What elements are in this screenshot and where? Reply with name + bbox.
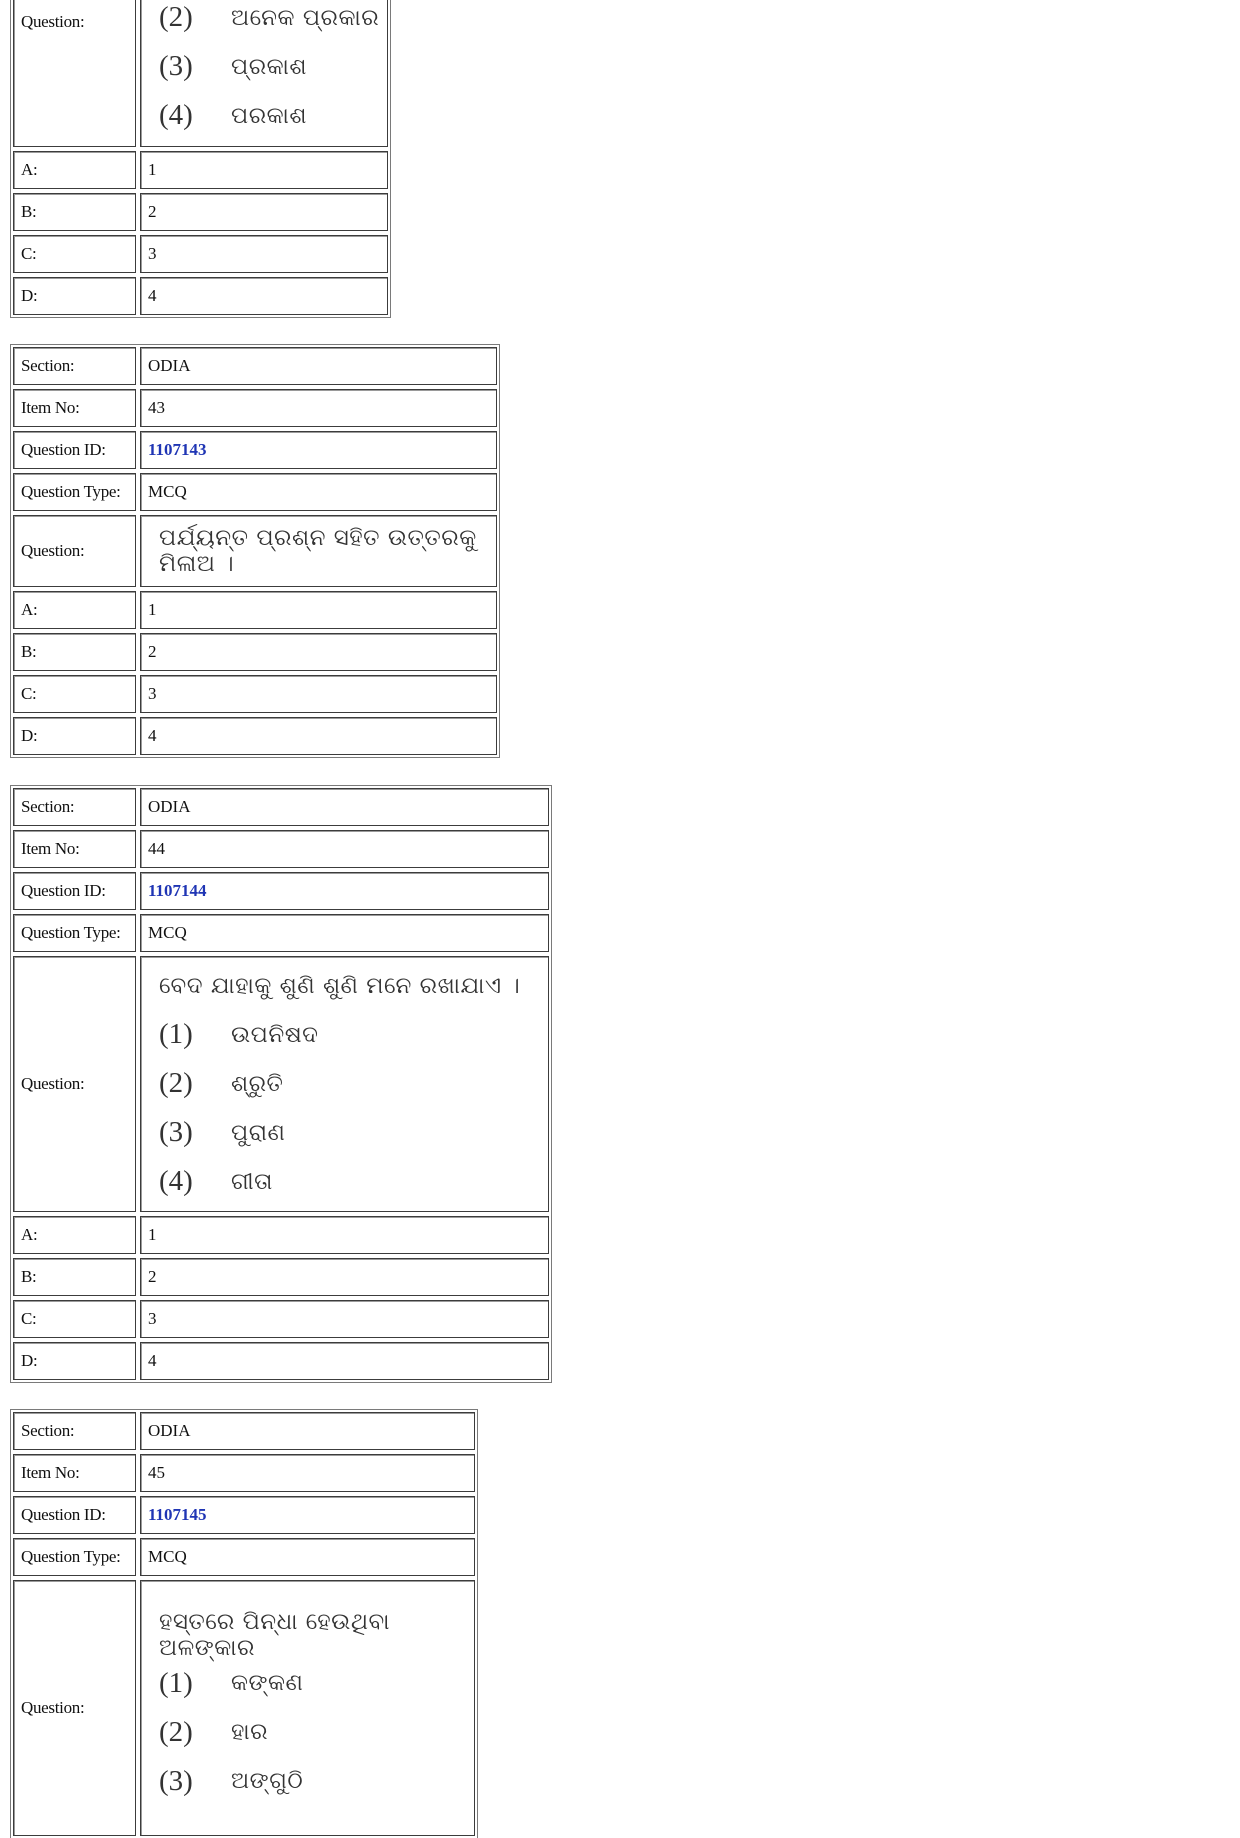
option-text: ପ୍ରକାଶ <box>231 53 307 80</box>
option-text: ପୁରାଣ <box>231 1119 286 1146</box>
option-number: (2) <box>159 1067 193 1099</box>
answer-a-value: 1 <box>140 151 388 189</box>
option-text: ହାର <box>231 1719 269 1745</box>
option-number: (1) <box>159 1666 193 1699</box>
answer-row-d <box>13 277 388 315</box>
answer-row-b <box>13 1258 549 1296</box>
answer-c-value: 3 <box>140 675 497 713</box>
question-row <box>13 515 497 587</box>
option-text: ଗୀତା <box>231 1168 273 1195</box>
answer-b-value: 2 <box>140 1258 549 1296</box>
question-table-44 <box>10 785 552 1383</box>
question-table-partial <box>10 0 391 318</box>
answer-d-value: 4 <box>140 717 497 755</box>
question-row <box>13 0 388 147</box>
answer-a-label: A: <box>13 591 136 629</box>
question-table-43 <box>10 344 500 758</box>
answer-c-label: C: <box>13 675 136 713</box>
answer-b-label: B: <box>13 633 136 671</box>
answer-row-a <box>13 151 388 189</box>
question-type-row <box>13 914 549 952</box>
option-number: (3) <box>159 1116 193 1148</box>
answer-d-label: D: <box>13 1342 136 1380</box>
section-value: ODIA <box>140 1412 475 1450</box>
question-id-link[interactable]: 1107145 <box>140 1496 475 1534</box>
question-body <box>140 0 388 147</box>
question-type-label: Question Type: <box>13 1538 136 1576</box>
section-row <box>13 788 549 826</box>
option-text: ପରକାଶ <box>231 102 307 129</box>
option <box>155 1757 303 1806</box>
question-id-label: Question ID: <box>13 872 136 910</box>
question-label: Question: <box>13 1580 136 1836</box>
option <box>155 1157 273 1206</box>
question-type-row <box>13 1538 475 1576</box>
item-no-row <box>13 389 497 427</box>
question-type-value: MCQ <box>140 473 497 511</box>
answer-row-c <box>13 675 497 713</box>
answer-c-label: C: <box>13 1300 136 1338</box>
answer-row-b <box>13 633 497 671</box>
answer-c-value: 3 <box>140 235 388 273</box>
item-no-row <box>13 830 549 868</box>
answer-b-value: 2 <box>140 193 388 231</box>
option-number: (2) <box>159 1715 193 1748</box>
answer-a-label: A: <box>13 151 136 189</box>
question-id-link[interactable]: 1107144 <box>140 872 549 910</box>
option-text: କଙ୍କଣ <box>231 1670 304 1696</box>
answer-row-b <box>13 193 388 231</box>
question-label: Question: <box>13 515 136 587</box>
answer-c-value: 3 <box>140 1300 549 1338</box>
question-stem: ପର୍ଯ୍ୟନ୍ତ ପ୍ରଶ୍ନ ସହିତ ଉତ୍ତରକୁ ମିଳାଅ । <box>159 525 477 577</box>
option-number: (3) <box>159 50 193 82</box>
item-no-value: 43 <box>140 389 497 427</box>
option <box>155 1108 285 1157</box>
option <box>155 42 307 91</box>
answer-a-value: 1 <box>140 591 497 629</box>
question-type-value: MCQ <box>140 914 549 952</box>
question-stem: ହସ୍ତରେ ପିନ୍ଧା ହେଉଥିବା ଅଳଙ୍କାର <box>159 1608 390 1661</box>
answer-row-d <box>13 1342 549 1380</box>
question-type-row <box>13 473 497 511</box>
question-id-label: Question ID: <box>13 1496 136 1534</box>
question-id-row <box>13 872 549 910</box>
question-row <box>13 956 549 1212</box>
answer-row-c <box>13 1300 549 1338</box>
question-id-row <box>13 1496 475 1534</box>
answer-d-value: 4 <box>140 277 388 315</box>
item-no-label: Item No: <box>13 389 136 427</box>
option-text: ଅନେକ ପ୍ରକାର <box>231 4 380 31</box>
question-stem: ବେଦ ଯାହାକୁ ଶୁଣି ଶୁଣି ମନେ ରଖାଯାଏ । <box>159 973 521 999</box>
section-label: Section: <box>13 788 136 826</box>
question-label: Question: <box>13 956 136 1212</box>
option <box>155 1659 303 1708</box>
question-type-value: MCQ <box>140 1538 475 1576</box>
answer-d-value: 4 <box>140 1342 549 1380</box>
option-text: ଉପନିଷଦ <box>231 1021 319 1048</box>
option-number: (3) <box>159 1764 193 1797</box>
option-text: ଶ୍ରୁତି <box>231 1070 284 1097</box>
option-text: ଅଙ୍ଗୁଠି <box>231 1768 304 1794</box>
answer-d-label: D: <box>13 277 136 315</box>
option <box>155 1010 319 1059</box>
question-table-45 <box>10 1409 478 1838</box>
answer-a-value: 1 <box>140 1216 549 1254</box>
option-number: (4) <box>159 99 193 131</box>
question-type-label: Question Type: <box>13 473 136 511</box>
item-no-label: Item No: <box>13 830 136 868</box>
section-label: Section: <box>13 347 136 385</box>
answer-row-a <box>13 1216 549 1254</box>
answer-d-label: D: <box>13 717 136 755</box>
option <box>155 0 379 42</box>
section-row <box>13 1412 475 1450</box>
question-type-label: Question Type: <box>13 914 136 952</box>
question-id-link[interactable]: 1107143 <box>140 431 497 469</box>
answer-row-c <box>13 235 388 273</box>
item-no-value: 45 <box>140 1454 475 1492</box>
answer-a-label: A: <box>13 1216 136 1254</box>
answer-b-value: 2 <box>140 633 497 671</box>
answer-c-label: C: <box>13 235 136 273</box>
question-row <box>13 1580 475 1836</box>
section-row <box>13 347 497 385</box>
answer-b-label: B: <box>13 1258 136 1296</box>
option <box>155 91 307 140</box>
section-value: ODIA <box>140 788 549 826</box>
answer-row-a <box>13 591 497 629</box>
question-label: Question: <box>13 0 136 147</box>
option-number: (4) <box>159 1165 193 1197</box>
answer-b-label: B: <box>13 193 136 231</box>
option-number: (2) <box>159 1 193 33</box>
question-id-label: Question ID: <box>13 431 136 469</box>
item-no-label: Item No: <box>13 1454 136 1492</box>
option-number: (1) <box>159 1018 193 1050</box>
option <box>155 1059 283 1108</box>
section-label: Section: <box>13 1412 136 1450</box>
option <box>155 1708 268 1757</box>
answer-row-d <box>13 717 497 755</box>
question-body <box>140 956 549 1212</box>
item-no-row <box>13 1454 475 1492</box>
question-body <box>140 515 497 587</box>
section-value: ODIA <box>140 347 497 385</box>
question-id-row <box>13 431 497 469</box>
item-no-value: 44 <box>140 830 549 868</box>
question-body <box>140 1580 475 1836</box>
